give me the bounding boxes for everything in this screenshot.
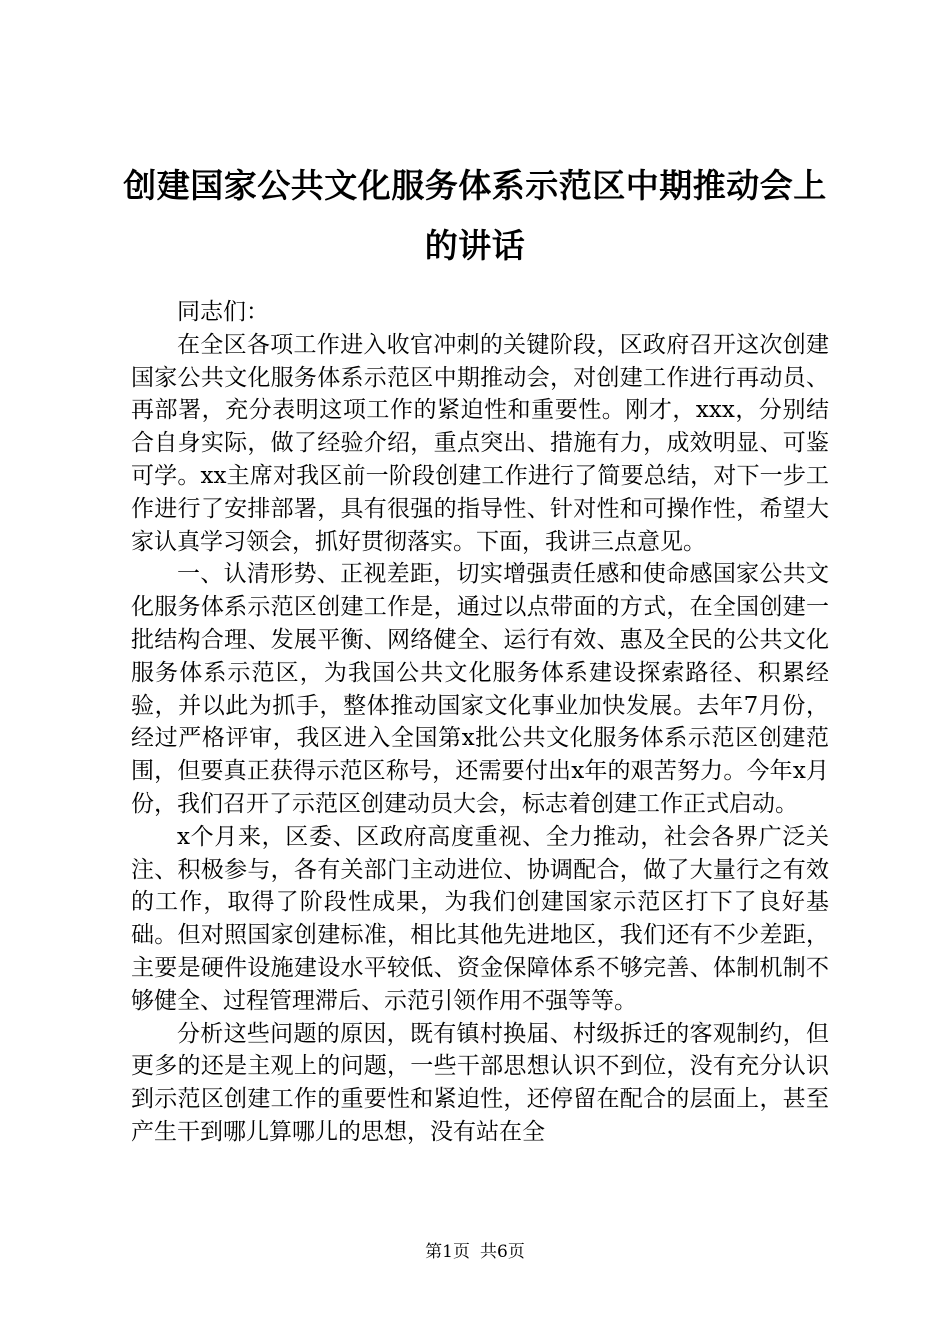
document-body xyxy=(131,296,829,1149)
salutation: 同志们： xyxy=(177,299,269,325)
page-total: 共6页 xyxy=(480,1242,525,1262)
paragraph-4: 分析这些问题的原因，既有镇村换届、村级拆迁的客观制约，但更多的还是主观上的问题，一些干部思想认识不到位，没有充分认识到示范区创建工作的重要性和紧迫性，还停留在配合的层面上，甚至产生干到哪儿算哪儿的思想，没有站在全 xyxy=(131,1020,829,1145)
paragraph-3: x个月来，区委、区政府高度重视、全力推动，社会各界广泛关注、积极参与，各有关部门主动进位、协调配合，做了大量行之有效的工作，取得了阶段性成果，为我们创建国家示范区打下了良好基础。但对照国家创建标准，相比其他先进地区，我们还有不少差距，主要是硬件设施建设水平较低、资金保障体系不够完善、体制机制不够健全、过程管理滞后、示范引领作用不强等等。 xyxy=(131,823,829,1014)
document-title: 创建国家公共文化服务体系示范区中期推动会上的讲话 xyxy=(123,166,827,265)
paragraph-2: 一、认清形势、正视差距，切实增强责任感和使命感国家公共文化服务体系示范区创建工作是，通过以点带面的方式，在全国创建一批结构合理、发展平衡、网络健全、运行有效、惠及全民的公共文化服务体系示范区，为我国公共文化服务体系建设探索路径、积累经验，并以此为抓手，整体推动国家文化事业加快发展。去年7月份，经过严格评审，我区进入全国第x批公共文化服务体系示范区创建范围，但要真正获得示范区称号，还需要付出x年的艰苦努力。今年x月份，我们召开了示范区创建动员大会，标志着创建工作正式启动。 xyxy=(131,561,829,817)
page-footer xyxy=(0,1240,950,1264)
page-number: 第1页 xyxy=(425,1242,470,1262)
paragraph-1: 在全区各项工作进入收官冲刺的关键阶段，区政府召开这次创建国家公共文化服务体系示范区中期推动会，对创建工作进行再动员、再部署，充分表明这项工作的紧迫性和重要性。刚才，xxx，分别结合自身实际，做了经验介绍，重点突出、措施有力，成效明显、可鉴可学。xx主席对我区前一阶段创建工作进行了简要总结，对下一步工作进行了安排部署，具有很强的指导性、针对性和可操作性，希望大家认真学习领会，抓好贯彻落实。下面，我讲三点意见。 xyxy=(131,331,829,555)
